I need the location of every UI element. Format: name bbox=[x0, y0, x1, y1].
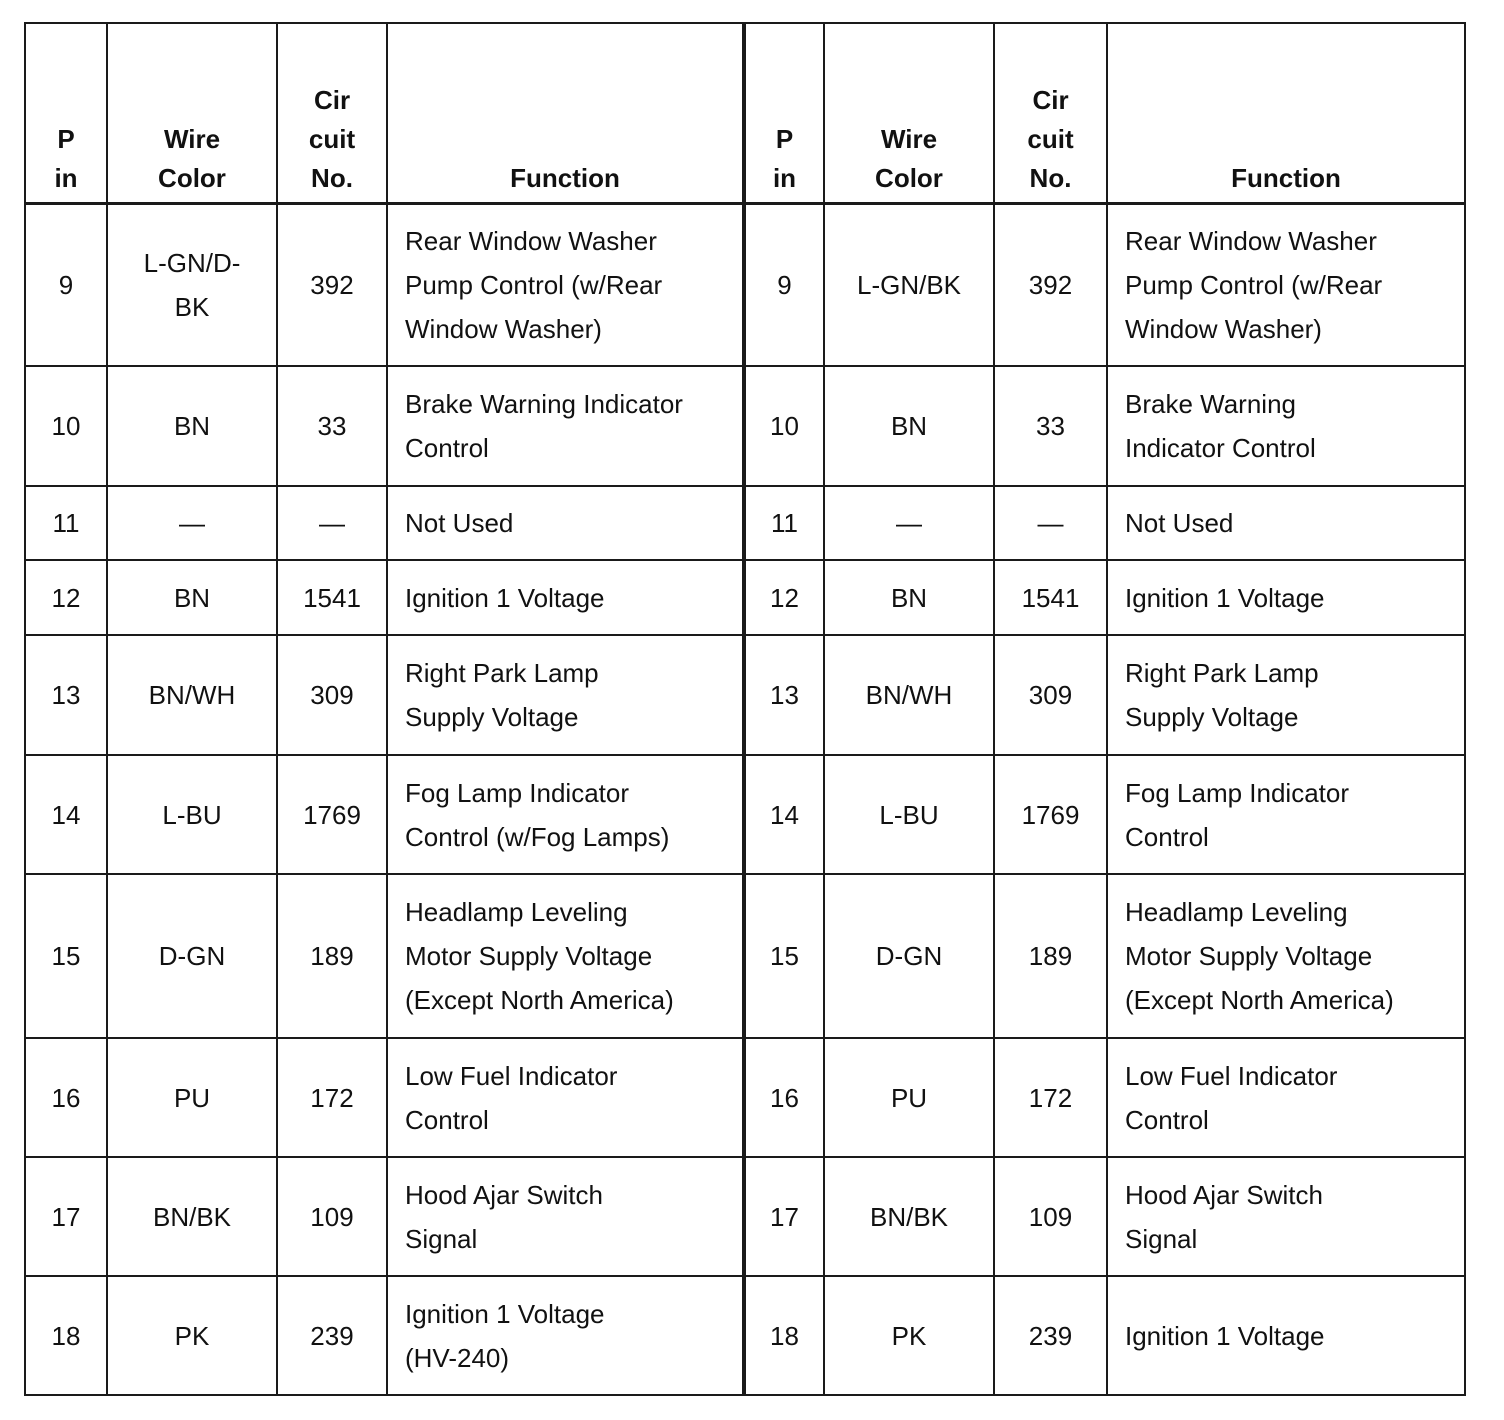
function-cell: Headlamp Leveling Motor Supply Voltage (Except North America) bbox=[387, 874, 744, 1038]
circuit-number-cell: — bbox=[277, 486, 387, 560]
function-cell: Not Used bbox=[387, 486, 744, 560]
table-header bbox=[25, 23, 1465, 203]
function-cell: Hood Ajar Switch Signal bbox=[1107, 1157, 1465, 1276]
pin-cell: 18 bbox=[25, 1276, 107, 1395]
circuit-number-cell: 189 bbox=[277, 874, 387, 1038]
wire-color-cell: BN bbox=[824, 560, 994, 635]
circuit-number-cell: 172 bbox=[994, 1038, 1107, 1157]
circuit-number-cell: 239 bbox=[277, 1276, 387, 1395]
wire-color-cell: D-GN bbox=[824, 874, 994, 1038]
circuit-number-cell: 392 bbox=[277, 203, 387, 366]
function-cell: Fog Lamp Indicator Control bbox=[1107, 755, 1465, 874]
circuit-number-cell: 172 bbox=[277, 1038, 387, 1157]
wire-color-cell: BN/WH bbox=[824, 635, 994, 755]
function-cell: Headlamp Leveling Motor Supply Voltage (Except North America) bbox=[1107, 874, 1465, 1038]
circuit-number-cell: 1769 bbox=[994, 755, 1107, 874]
wire-color-cell: PU bbox=[824, 1038, 994, 1157]
pin-cell: 11 bbox=[25, 486, 107, 560]
function-cell: Right Park Lamp Supply Voltage bbox=[1107, 635, 1465, 755]
function-cell: Not Used bbox=[1107, 486, 1465, 560]
table-row bbox=[25, 874, 1465, 1038]
function-cell: Brake Warning Indicator Control bbox=[1107, 366, 1465, 486]
wire-color-cell: BN bbox=[107, 366, 277, 486]
function-cell: Ignition 1 Voltage bbox=[387, 560, 744, 635]
circuit-no-header-right: Cir cuit No. bbox=[994, 23, 1107, 203]
table-row bbox=[25, 1276, 1465, 1395]
circuit-number-cell: 109 bbox=[994, 1157, 1107, 1276]
table-row bbox=[25, 1038, 1465, 1157]
function-cell: Ignition 1 Voltage (HV-240) bbox=[387, 1276, 744, 1395]
wire-color-cell: BN/WH bbox=[107, 635, 277, 755]
circuit-number-cell: 309 bbox=[277, 635, 387, 755]
table-row bbox=[25, 203, 1465, 366]
pin-cell: 9 bbox=[744, 203, 824, 366]
circuit-number-cell: 189 bbox=[994, 874, 1107, 1038]
function-cell: Brake Warning Indicator Control bbox=[387, 366, 744, 486]
table-row bbox=[25, 1157, 1465, 1276]
function-cell: Ignition 1 Voltage bbox=[1107, 1276, 1465, 1395]
pin-cell: 17 bbox=[744, 1157, 824, 1276]
pin-cell: 16 bbox=[744, 1038, 824, 1157]
pin-cell: 10 bbox=[744, 366, 824, 486]
circuit-number-cell: 33 bbox=[994, 366, 1107, 486]
circuit-number-cell: 1541 bbox=[277, 560, 387, 635]
wire-color-cell: D-GN bbox=[107, 874, 277, 1038]
circuit-number-cell: — bbox=[994, 486, 1107, 560]
circuit-number-cell: 33 bbox=[277, 366, 387, 486]
pin-cell: 15 bbox=[744, 874, 824, 1038]
circuit-number-cell: 392 bbox=[994, 203, 1107, 366]
wire-color-cell: — bbox=[824, 486, 994, 560]
wire-color-cell: BN/BK bbox=[824, 1157, 994, 1276]
pin-cell: 13 bbox=[25, 635, 107, 755]
pin-cell: 18 bbox=[744, 1276, 824, 1395]
pin-cell: 12 bbox=[25, 560, 107, 635]
pin-cell: 17 bbox=[25, 1157, 107, 1276]
wire-color-cell: PU bbox=[107, 1038, 277, 1157]
function-cell: Rear Window Washer Pump Control (w/Rear Window Washer) bbox=[387, 203, 744, 366]
function-cell: Fog Lamp Indicator Control (w/Fog Lamps) bbox=[387, 755, 744, 874]
circuit-no-header-left: Cir cuit No. bbox=[277, 23, 387, 203]
table-row bbox=[25, 755, 1465, 874]
function-header-left: Function bbox=[387, 23, 744, 203]
function-cell: Hood Ajar Switch Signal bbox=[387, 1157, 744, 1276]
wire-color-cell: L-GN/BK bbox=[824, 203, 994, 366]
table-body bbox=[25, 203, 1465, 1395]
wire-color-cell: — bbox=[107, 486, 277, 560]
pin-cell: 12 bbox=[744, 560, 824, 635]
pin-cell: 10 bbox=[25, 366, 107, 486]
pin-header-right: P in bbox=[744, 23, 824, 203]
header-row bbox=[25, 23, 1465, 203]
pin-cell: 14 bbox=[25, 755, 107, 874]
circuit-number-cell: 109 bbox=[277, 1157, 387, 1276]
wire-color-cell: L-GN/D- BK bbox=[107, 203, 277, 366]
wire-color-cell: PK bbox=[107, 1276, 277, 1395]
pin-header-left: P in bbox=[25, 23, 107, 203]
function-cell: Right Park Lamp Supply Voltage bbox=[387, 635, 744, 755]
circuit-number-cell: 239 bbox=[994, 1276, 1107, 1395]
wire-color-header-left: Wire Color bbox=[107, 23, 277, 203]
circuit-number-cell: 1769 bbox=[277, 755, 387, 874]
function-cell: Ignition 1 Voltage bbox=[1107, 560, 1465, 635]
function-cell: Rear Window Washer Pump Control (w/Rear Window Washer) bbox=[1107, 203, 1465, 366]
wire-color-cell: BN/BK bbox=[107, 1157, 277, 1276]
wire-color-cell: BN bbox=[824, 366, 994, 486]
connector-pinout-table bbox=[24, 22, 1466, 1396]
pin-cell: 11 bbox=[744, 486, 824, 560]
pin-cell: 16 bbox=[25, 1038, 107, 1157]
table-row bbox=[25, 366, 1465, 486]
wire-color-cell: BN bbox=[107, 560, 277, 635]
wire-color-cell: PK bbox=[824, 1276, 994, 1395]
circuit-number-cell: 309 bbox=[994, 635, 1107, 755]
pin-cell: 15 bbox=[25, 874, 107, 1038]
pin-cell: 14 bbox=[744, 755, 824, 874]
function-header-right: Function bbox=[1107, 23, 1465, 203]
wire-color-cell: L-BU bbox=[107, 755, 277, 874]
function-cell: Low Fuel Indicator Control bbox=[1107, 1038, 1465, 1157]
wire-color-header-right: Wire Color bbox=[824, 23, 994, 203]
function-cell: Low Fuel Indicator Control bbox=[387, 1038, 744, 1157]
table-row bbox=[25, 635, 1465, 755]
table-row bbox=[25, 486, 1465, 560]
wire-color-cell: L-BU bbox=[824, 755, 994, 874]
table-row bbox=[25, 560, 1465, 635]
circuit-number-cell: 1541 bbox=[994, 560, 1107, 635]
pin-cell: 13 bbox=[744, 635, 824, 755]
pin-cell: 9 bbox=[25, 203, 107, 366]
